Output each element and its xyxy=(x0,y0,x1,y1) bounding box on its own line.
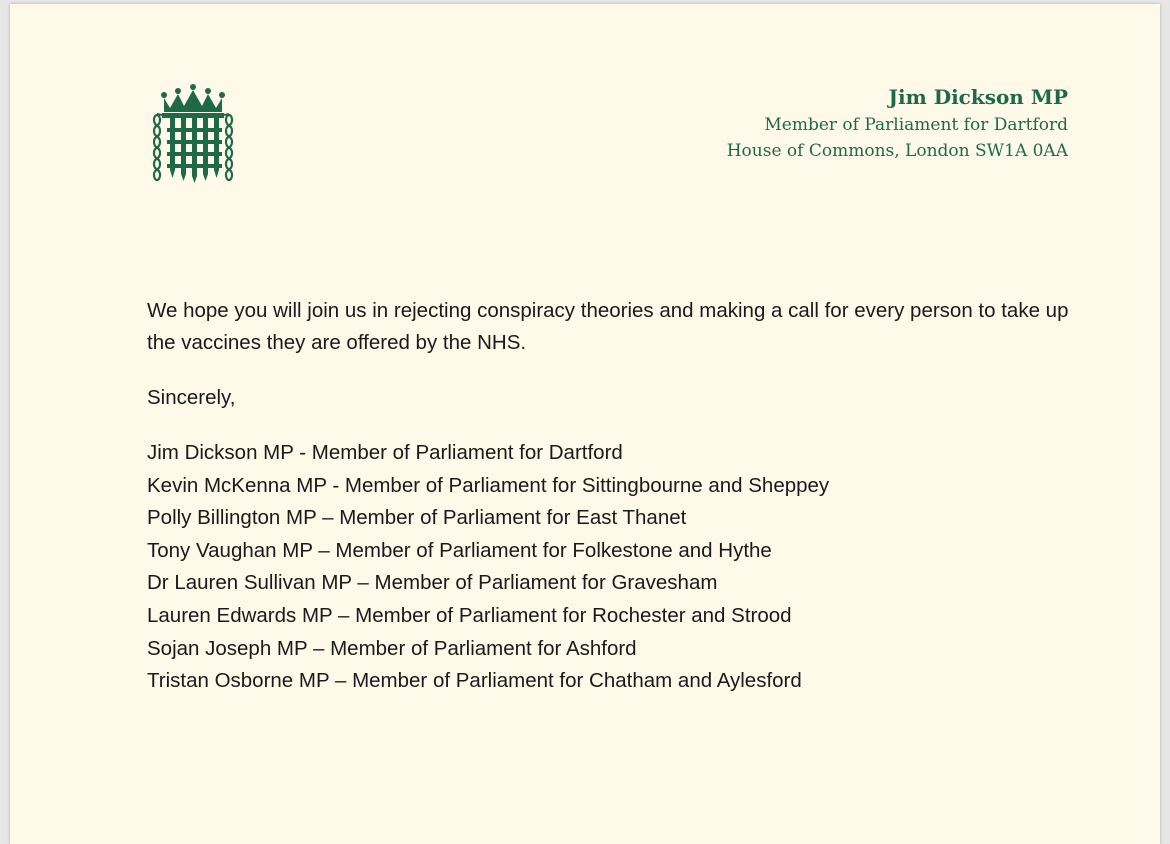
sender-role: Member of Parliament for Dartford xyxy=(764,115,1068,135)
signatory: Lauren Edwards MP – Member of Parliament for Rochester and Strood xyxy=(147,603,792,627)
letter-page xyxy=(10,4,1160,844)
signatory: Dr Lauren Sullivan MP – Member of Parliament for Gravesham xyxy=(147,571,718,595)
closing: Sincerely, xyxy=(147,386,236,409)
sender-name: Jim Dickson MP xyxy=(888,85,1068,109)
letterhead xyxy=(727,82,1068,164)
letter-body xyxy=(147,295,1087,718)
signatory: Tristan Osborne MP – Member of Parliament for Chatham and Aylesford xyxy=(147,669,802,693)
signatory-list xyxy=(147,437,1087,698)
body-paragraph: We hope you will join us in rejecting conspiracy theories and making a call for every person to take up the vaccines they are offered by the NHS. xyxy=(147,299,1069,354)
signatory: Polly Billington MP – Member of Parliament for East Thanet xyxy=(147,506,687,530)
signatory: Kevin McKenna MP - Member of Parliament for Sittingbourne and Sheppey xyxy=(147,473,830,497)
signatory: Tony Vaughan MP – Member of Parliament for Folkestone and Hythe xyxy=(147,538,772,562)
portcullis-icon xyxy=(150,84,236,184)
signatory: Jim Dickson MP - Member of Parliament for Dartford xyxy=(147,441,623,464)
sender-address: House of Commons, London SW1A 0AA xyxy=(726,141,1068,161)
signatory: Sojan Joseph MP – Member of Parliament for Ashford xyxy=(147,636,637,660)
